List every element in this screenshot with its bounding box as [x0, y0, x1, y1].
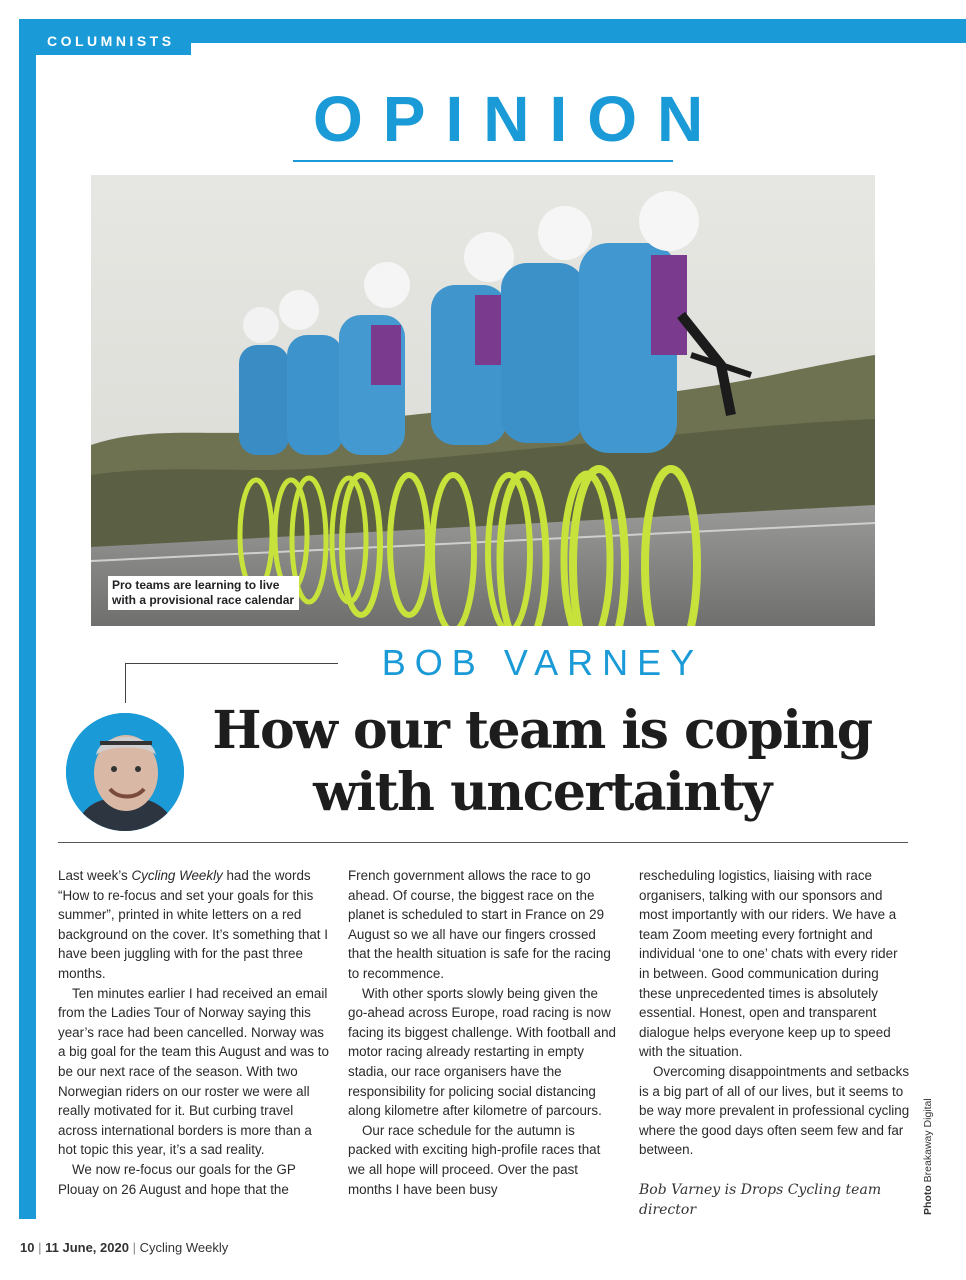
paragraph: rescheduling logistics, liaising with race organisers, talking with our sponsors and most importantly with our riders. We have a team Zoom meeting every fortnight and individual ‘one to one’ chats with every rider in between. Good communication during these unprecedented times is absolutely essential. Honest, open and transparent dialogue helps everyone keep up to speed with the situation. — [639, 868, 898, 1060]
photo-caption — [108, 576, 299, 610]
paragraph: With other sports slowly being given the go-ahead across Europe, road racing is now facing its biggest challenge. With football and motor racing already restarting in empty stadia, our race organisers have the responsibility for policing social distancing along kilometre after kilometre of parcours. — [348, 985, 616, 1119]
paragraph: We now re-focus our goals for the GP Plouay on 26 August and hope that the — [58, 1161, 296, 1197]
paragraph: Overcoming disappointments and setbacks is a big part of all of our lives, but it seems to be way more prevalent in professional cycling where the good days often seem few and far between. — [639, 1063, 910, 1158]
opinion-underline — [293, 160, 673, 162]
section-label: COLUMNISTS — [47, 33, 175, 49]
issue-date: 11 June, 2020 — [45, 1240, 129, 1255]
top-accent-rule — [190, 19, 966, 43]
side-accent-rule — [19, 19, 36, 1219]
author-signoff: Bob Varney is Drops Cycling team director — [639, 1181, 882, 1218]
page-footer: 10 | 11 June, 2020 | Cycling Weekly — [20, 1240, 229, 1255]
body-column-3 — [639, 866, 911, 1220]
author-name: BOB VARNEY — [381, 642, 704, 683]
photo-caption-line-1: Pro teams are learning to live — [112, 578, 280, 592]
headline — [188, 700, 896, 824]
paragraph: French government allows the race to go ahead. Of course, the biggest race on the planet is scheduled to start in France on 29 August so we all have our fingers crossed that the health situation is safe for the racing to recommence. — [348, 868, 611, 981]
body-column-1 — [58, 866, 330, 1199]
magazine-title-italic: Cycling Weekly — [131, 868, 223, 883]
photo-credit-source: Breakaway Digital — [922, 1098, 934, 1183]
paragraph-text: Last week’s — [58, 868, 132, 883]
opinion-title: OPINION — [313, 83, 724, 155]
photo-credit — [922, 1098, 934, 1215]
author-avatar — [66, 713, 184, 831]
cyclists-photo — [91, 175, 875, 626]
author-bracket-vertical — [125, 663, 126, 703]
paragraph: Ten minutes earlier I had received an email from the Ladies Tour of Norway saying this year’s race had been cancelled. Norway was a big goal for the team this August and was to be our next race of the season. With two Norwegian riders on our roster we were all really motivated for it. But curbing travel across international borders is more than a hot topic this year, it’s a sad reality. — [58, 985, 329, 1158]
magazine-name: Cycling Weekly — [139, 1240, 229, 1255]
photo-credit-label: Photo — [922, 1185, 934, 1215]
author-bracket-horizontal — [125, 663, 338, 664]
paragraph-text: had the words “How to re-focus and set your goals for this summer”, printed in white letters on a red background on the cover. It’s something that I have been juggling with for the past three months. — [58, 868, 328, 981]
paragraph: Our race schedule for the autumn is packed with exciting high-profile races that we all hope will proceed. Over the past months I have been busy — [348, 1122, 601, 1197]
headline-line-2: with uncertainty — [313, 762, 771, 823]
headline-line-1: How our team is coping — [212, 700, 872, 761]
photo-caption-line-2: with a provisional race calendar — [112, 593, 295, 607]
headline-rule — [58, 842, 908, 843]
body-column-2 — [348, 866, 620, 1199]
paragraph — [58, 866, 330, 984]
page-number: 10 — [20, 1240, 35, 1255]
